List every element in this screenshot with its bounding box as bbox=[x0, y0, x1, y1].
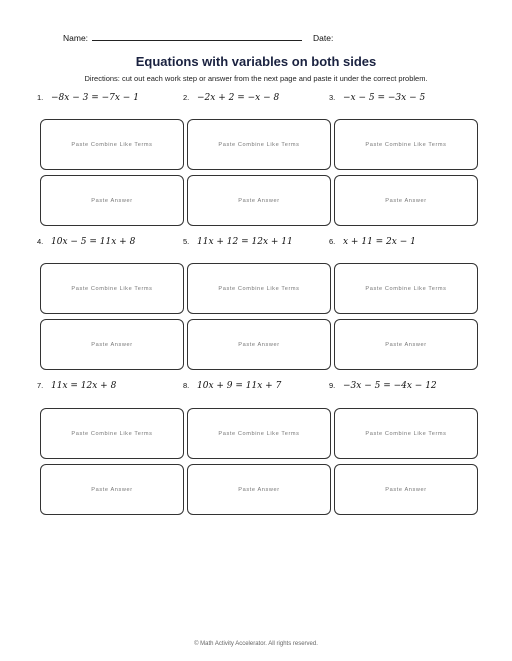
answer-placeholder: Paste Answer bbox=[238, 486, 280, 493]
problem-equation: −2x + 2 = −x − 8 bbox=[197, 93, 280, 103]
problem-number: 9. bbox=[329, 381, 336, 390]
page-title: Equations with variables on both sides bbox=[135, 54, 377, 69]
answer-placeholder: Paste Answer bbox=[385, 341, 427, 348]
problem-9-answer-box[interactable] bbox=[334, 464, 478, 515]
problem-equation: x + 11 = 2x − 1 bbox=[343, 237, 416, 247]
problem-equation: −3x − 5 = −4x − 12 bbox=[343, 381, 437, 391]
problem-9-step-box[interactable] bbox=[334, 408, 478, 459]
problem-6-heading bbox=[329, 237, 416, 247]
problem-2-step-box[interactable] bbox=[187, 119, 331, 170]
date-label: Date: bbox=[313, 33, 334, 43]
problem-number: 8. bbox=[183, 381, 190, 390]
problem-2-answer-box[interactable] bbox=[187, 175, 331, 226]
step-placeholder: Paste Combine Like Terms bbox=[71, 141, 153, 148]
step-placeholder: Paste Combine Like Terms bbox=[365, 430, 447, 437]
answer-placeholder: Paste Answer bbox=[385, 486, 427, 493]
problem-5-answer-box[interactable] bbox=[187, 319, 331, 370]
name-line[interactable] bbox=[92, 40, 302, 41]
step-placeholder: Paste Combine Like Terms bbox=[365, 285, 447, 292]
step-placeholder: Paste Combine Like Terms bbox=[218, 430, 300, 437]
problem-number: 4. bbox=[37, 237, 44, 246]
problem-8-step-box[interactable] bbox=[187, 408, 331, 459]
problem-number: 5. bbox=[183, 237, 190, 246]
step-placeholder: Paste Combine Like Terms bbox=[71, 285, 153, 292]
answer-placeholder: Paste Answer bbox=[91, 486, 133, 493]
problem-7-step-box[interactable] bbox=[40, 408, 184, 459]
problem-number: 6. bbox=[329, 237, 336, 246]
problem-5-step-box[interactable] bbox=[187, 263, 331, 314]
problem-9-heading bbox=[329, 381, 437, 391]
problem-8-heading bbox=[183, 381, 281, 391]
problem-5-heading bbox=[183, 237, 293, 247]
problem-equation: 10x − 5 = 11x + 8 bbox=[51, 237, 136, 247]
problem-3-answer-box[interactable] bbox=[334, 175, 478, 226]
problem-7-answer-box[interactable] bbox=[40, 464, 184, 515]
answer-placeholder: Paste Answer bbox=[91, 197, 133, 204]
problem-6-step-box[interactable] bbox=[334, 263, 478, 314]
problem-equation: −x − 5 = −3x − 5 bbox=[343, 93, 426, 103]
copyright-footer: © Math Activity Accelerator. All rights reserved. bbox=[194, 641, 318, 647]
problem-equation: −8x − 3 = −7x − 1 bbox=[51, 93, 139, 103]
directions-text: Directions: cut out each work step or answer from the next page and paste it under the correct problem. bbox=[84, 74, 428, 83]
problem-7-heading bbox=[37, 381, 116, 391]
problem-equation: 11x = 12x + 8 bbox=[51, 381, 117, 391]
problem-number: 1. bbox=[37, 93, 44, 102]
problem-4-heading bbox=[37, 237, 135, 247]
problem-3-heading bbox=[329, 93, 425, 103]
problem-1-step-box[interactable] bbox=[40, 119, 184, 170]
answer-placeholder: Paste Answer bbox=[238, 341, 280, 348]
problem-6-answer-box[interactable] bbox=[334, 319, 478, 370]
answer-placeholder: Paste Answer bbox=[91, 341, 133, 348]
step-placeholder: Paste Combine Like Terms bbox=[218, 141, 300, 148]
problem-equation: 10x + 9 = 11x + 7 bbox=[197, 381, 282, 391]
problem-4-step-box[interactable] bbox=[40, 263, 184, 314]
step-placeholder: Paste Combine Like Terms bbox=[365, 141, 447, 148]
problem-2-heading bbox=[183, 93, 279, 103]
problem-equation: 11x + 12 = 12x + 11 bbox=[197, 237, 293, 247]
step-placeholder: Paste Combine Like Terms bbox=[218, 285, 300, 292]
problem-number: 2. bbox=[183, 93, 190, 102]
answer-placeholder: Paste Answer bbox=[238, 197, 280, 204]
answer-placeholder: Paste Answer bbox=[385, 197, 427, 204]
problem-1-heading bbox=[37, 93, 139, 103]
problem-8-answer-box[interactable] bbox=[187, 464, 331, 515]
date-field[interactable] bbox=[313, 33, 433, 43]
problem-3-step-box[interactable] bbox=[334, 119, 478, 170]
step-placeholder: Paste Combine Like Terms bbox=[71, 430, 153, 437]
problem-4-answer-box[interactable] bbox=[40, 319, 184, 370]
name-label: Name: bbox=[63, 33, 89, 43]
problem-number: 3. bbox=[329, 93, 336, 102]
problem-1-answer-box[interactable] bbox=[40, 175, 184, 226]
problem-number: 7. bbox=[37, 381, 44, 390]
name-field[interactable] bbox=[63, 33, 302, 43]
